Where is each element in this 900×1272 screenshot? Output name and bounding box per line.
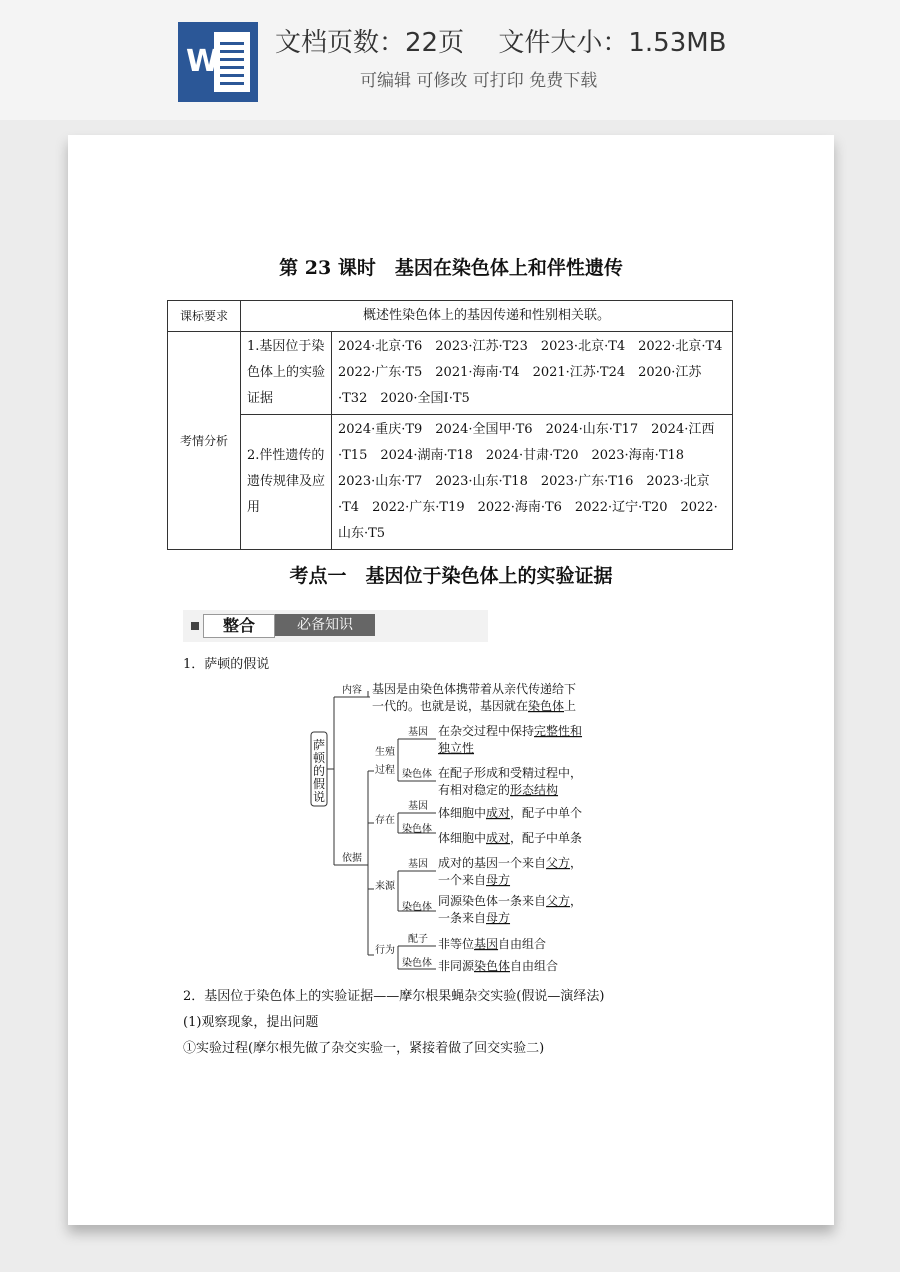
source-gene-line	[438, 872, 510, 887]
underlined-answer: 完整性和	[534, 724, 583, 738]
existence-chr-line	[438, 830, 582, 845]
banner-main-label: 整合	[203, 614, 275, 638]
plain-text: 成对的基因一个来自	[438, 856, 547, 870]
req-text: 概述性染色体上的基因传递和性别相关联。	[241, 301, 733, 332]
plain-text: ，	[570, 894, 583, 908]
gamete-label: 配子	[408, 934, 428, 945]
plain-text: 在杂交过程中保持	[438, 724, 535, 738]
source-chr-line	[438, 910, 510, 925]
plain-text: 体细胞中	[438, 806, 487, 820]
mindmap-root-char: 顿	[312, 751, 326, 765]
plain-text: 一条来自	[438, 911, 487, 925]
word-document-icon: W	[178, 22, 258, 102]
lesson-title: 第 23 课时 基因在染色体上和伴性遗传	[279, 257, 623, 279]
process-chr-line	[438, 782, 558, 797]
source-chr-line	[438, 893, 582, 908]
basis-label: 依据	[342, 853, 362, 864]
topic-cell: 1.基因位于染色体上的实验证据	[241, 332, 332, 415]
underlined-answer: 基因	[474, 937, 499, 951]
behavior-chr-line	[438, 958, 558, 973]
exam-items-cell: 2024·北京·T6 2023·江苏·T23 2023·北京·T4 2022·北京·T4 2022·广东·T5 2021·海南·T4 2021·江苏·T24 2020·江苏·T32 2020·全国Ⅰ·T5	[332, 332, 733, 415]
sutton-hypothesis-mindmap	[68, 135, 834, 985]
plain-text: 同源染色体一条来自	[438, 894, 547, 908]
content-label: 内容	[342, 685, 362, 696]
plain-text: 自由组合	[510, 959, 559, 973]
underlined-answer: 父方	[546, 894, 571, 908]
mindmap-root-char: 假	[312, 777, 326, 791]
document-features: 可编辑 可修改 可打印 免费下载	[360, 71, 598, 91]
underlined-answer: 染色体	[528, 699, 565, 713]
gene-label: 基因	[408, 727, 428, 738]
plain-text: ，配子中单个	[510, 806, 583, 820]
mindmap-root-char: 萨	[312, 738, 326, 752]
content-text: 一代的。也就是说，基因就在	[372, 699, 529, 713]
gene-label: 基因	[408, 859, 428, 870]
existence-label: 存在	[375, 815, 395, 826]
req-label: 课标要求	[168, 301, 241, 332]
document-page	[68, 135, 834, 1225]
content-line	[372, 698, 576, 713]
source-label: 来源	[375, 881, 395, 892]
underlined-answer: 独立性	[438, 741, 475, 755]
underlined-answer: 成对	[486, 831, 511, 845]
underlined-answer: 成对	[486, 806, 511, 820]
paragraph: ①实验过程(摩尔根先做了杂交实验一，紧接着做了回交实验二)	[183, 1041, 545, 1056]
underlined-answer: 染色体	[474, 959, 511, 973]
content-line: 基因是由染色体携带着从亲代传递给下	[372, 682, 577, 696]
mindmap-connector	[368, 771, 374, 955]
plain-text: 自由组合	[498, 937, 547, 951]
paragraph: (1)观察现象，提出问题	[183, 1015, 319, 1030]
topic-cell: 2.伴性遗传的遗传规律及应用	[241, 415, 332, 550]
existence-gene-line	[438, 805, 582, 820]
underlined-answer: 母方	[486, 873, 511, 887]
banner-sub-label: 必备知识	[275, 614, 375, 636]
chromosome-label: 染色体	[402, 958, 432, 969]
plain-text: 体细胞中	[438, 831, 487, 845]
behavior-label: 行为	[375, 945, 395, 956]
plain-text: 一个来自	[438, 873, 487, 887]
mindmap-connector	[327, 697, 368, 865]
behavior-gene-line	[438, 936, 546, 951]
gene-label: 基因	[408, 801, 428, 812]
exam-items-cell: 2024·重庆·T9 2024·全国甲·T6 2024·山东·T17 2024·江西·T15 2024·湖南·T18 2024·甘肃·T20 2023·海南·T18 2023·山东·T7 2023·山东·T18 2023·广东·T16 2023·北京·T4 2022·广东·T19 2022·海南·T6 2022·辽宁·T20 2022·山东·T5	[332, 415, 733, 550]
plain-text: 非同源	[438, 959, 475, 973]
content-text: 上	[564, 699, 577, 713]
plain-text: 非等位	[438, 937, 475, 951]
mindmap-root-char: 说	[312, 790, 326, 804]
download-header	[0, 0, 900, 120]
process-label: 过程	[375, 765, 395, 776]
underlined-answer: 父方	[546, 856, 571, 870]
plain-text: ，配子中单条	[510, 831, 583, 845]
plain-text: 有相对稳定的	[438, 783, 511, 797]
process-chr-line: 在配子形成和受精过程中，	[438, 766, 583, 780]
source-gene-line	[438, 855, 582, 870]
plain-text: ，	[570, 856, 583, 870]
paragraph: 2．基因位于染色体上的实验证据——摩尔根果蝇杂交实验(假说—演绎法)	[183, 989, 605, 1004]
chromosome-label: 染色体	[402, 824, 432, 835]
document-info-title: 文档页数：22页 文件大小：1.53MB	[275, 28, 727, 58]
mindmap-root-char: 的	[312, 764, 326, 778]
paragraph: 1．萨顿的假说	[183, 657, 270, 672]
underlined-answer: 形态结构	[510, 783, 559, 797]
chromosome-label: 染色体	[402, 902, 432, 913]
mindmap-connector	[368, 691, 370, 697]
section-title: 考点一 基因位于染色体上的实验证据	[289, 565, 613, 587]
chromosome-label: 染色体	[402, 769, 432, 780]
underlined-answer: 母方	[486, 911, 511, 925]
analysis-label: 考情分析	[168, 332, 241, 550]
process-gene-line	[438, 723, 582, 738]
process-label: 生殖	[375, 747, 395, 758]
